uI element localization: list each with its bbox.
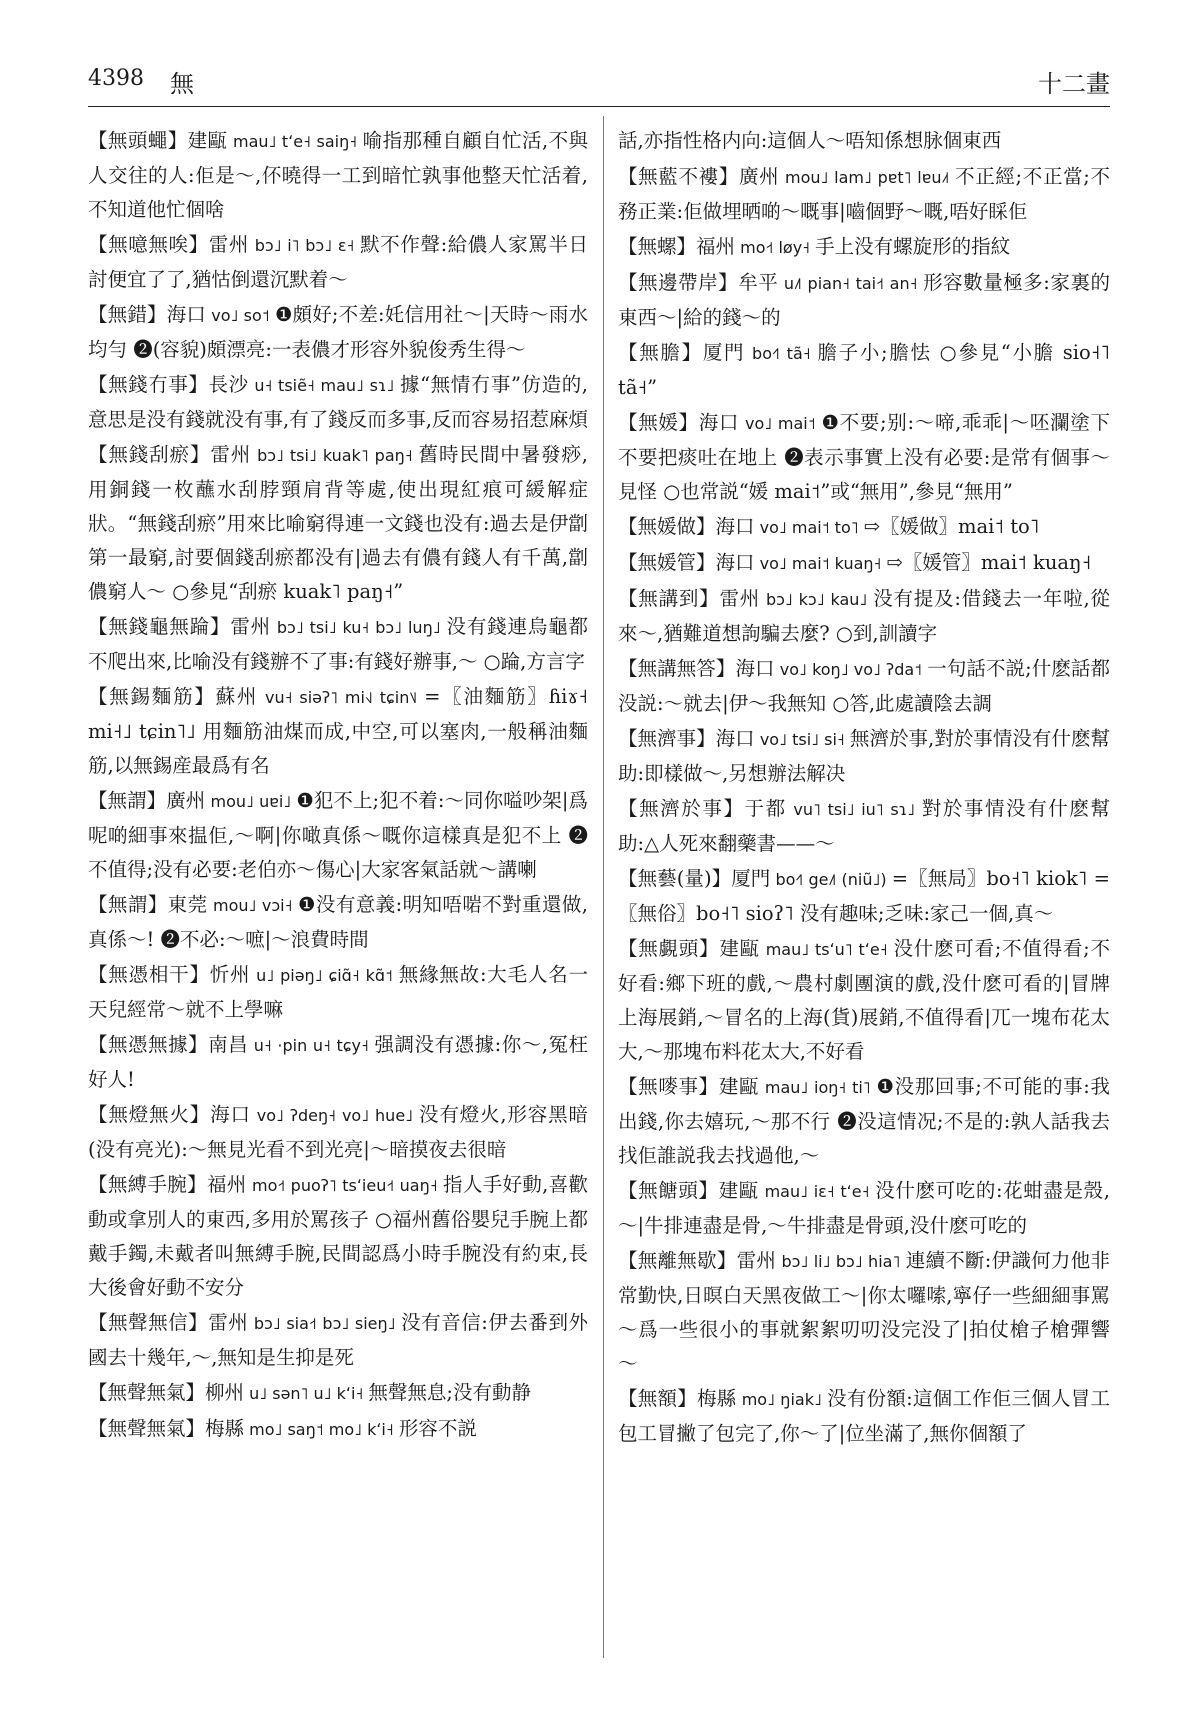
entry-headword: 【無噫無唉】	[88, 233, 209, 256]
dictionary-entry	[618, 406, 1110, 509]
entry-pronunciation: vo˩ tsi˩ si˧	[754, 730, 850, 749]
entry-definition: 指人手好動,喜歡動或拿別人的東西,多用於罵孩子 ○福州舊俗嬰兒手腕上都戴手鐲,未戴者叫無縛手腕,民間認爲小時手腕没有約束,長大後會好動不安分	[88, 1173, 588, 1299]
dictionary-entry	[618, 932, 1110, 1069]
header-rule	[88, 106, 1110, 107]
entry-pronunciation: mo˧˦ puoʔ˥ tsʻieu˧˦ uaŋ˧	[246, 1176, 444, 1195]
entry-location: 東莞	[167, 893, 208, 916]
entry-definition: 没什麽可吃的:花蚶盡是殼,～|牛排連盡是骨,～牛排盡是骨頭,没什麽可吃的	[618, 1179, 1110, 1237]
stroke-section-label: 十二畫	[1038, 70, 1110, 98]
entry-location: 柳州	[205, 1381, 245, 1404]
entry-pronunciation: mau˩ iɛ˧ tʻe˧	[758, 1182, 876, 1201]
entry-definition: ⇨〖媛做〗mai˦ to˥	[863, 515, 1040, 538]
entry-headword: 【無聲無氣】	[88, 1417, 206, 1440]
entry-pronunciation: vo˩ so˦	[206, 306, 275, 325]
entry-pronunciation: vo˩ ʔdeŋ˧ vo˩ hue˩	[250, 1106, 419, 1125]
entry-location: 建甌	[718, 1075, 760, 1098]
entry-pronunciation: u˩ sən˥ u˩ kʻi˧	[244, 1384, 369, 1403]
dictionary-entry	[88, 1376, 588, 1411]
entry-headword: 【無講無答】	[618, 657, 736, 680]
left-column	[88, 124, 588, 1448]
entry-location: 福州	[206, 1173, 247, 1196]
entry-pronunciation: vu˥ tsi˩ iu˥ sɿ˩	[786, 800, 922, 819]
dictionary-entry	[618, 160, 1110, 229]
entry-headword: 【無縛手腕】	[88, 1173, 207, 1196]
entry-headword: 【無錢刮瘀】	[88, 443, 211, 466]
entry-pronunciation: bɔ˩ li˩ bɔ˩ hia˥	[776, 1252, 906, 1271]
entry-location: 海口	[715, 551, 755, 574]
entry-pronunciation: bɔ˩ i˥ bɔ˩ ɛ˧	[248, 236, 361, 255]
entry-location: 牟平	[738, 271, 779, 294]
entry-headword: 【無聲無信】	[88, 1311, 209, 1334]
entry-headword: 【無餹頭】	[618, 1179, 719, 1202]
entry-definition: 没有份額:這個工作佢三個人冒工包工冒撇了包完了,你～了|位坐滿了,無你個額了	[618, 1387, 1110, 1445]
entry-pronunciation: vo˩ mai˦	[739, 414, 822, 433]
entry-pronunciation: mou˩ uɐi˩	[205, 792, 297, 811]
entry-definition: ❶不要;别:～啼,乖乖|～呸瀾塗下不要把痰吐在地上 ❷表示事實上没有必要:是常有個事～見怪 ○也常説“媛 mai˦”或“無用”,參見“無用”	[618, 411, 1110, 503]
entry-location: 厦門	[731, 867, 771, 890]
dictionary-entry	[618, 862, 1110, 931]
dictionary-entry	[618, 1244, 1110, 1381]
entry-headword: 【無錯】	[88, 303, 167, 326]
dictionary-entry	[618, 546, 1110, 581]
entry-definition: =〖無局〗bo˧˥ kiok˥ =〖無俗〗bo˧˥ sioʔ˥ 没有趣味;乏味:家己一個,真～	[618, 867, 1110, 925]
entry-headword: 【無錢龜無踚】	[88, 615, 231, 638]
entry-location: 雷州	[736, 1249, 777, 1272]
entry-definition: 無濟於事,對於事情没有什麽幫助:即樣做～,另想辦法解决	[618, 727, 1110, 785]
entry-headword: 【無覷頭】	[618, 937, 720, 960]
entry-definition: 没有音信:伊去番到外國去十幾年,～,無知是生抑是死	[88, 1311, 588, 1369]
dictionary-entry	[618, 722, 1110, 791]
entry-location: 建甌	[719, 937, 760, 960]
dictionary-entry	[88, 1412, 588, 1447]
entry-definition: ❶犯不上;犯不着:～同你嗌吵架|爲呢啲細事來揾佢,～啊|你噉真係～嘅你這樣真是犯不上 ❷不值得;没有必要:老伯亦～傷心|大家客氣話就～講喇	[88, 789, 588, 881]
entry-headword: 【無燈無火】	[88, 1103, 211, 1126]
entry-pronunciation: bɔ˩ tsi˩ ku˧ bɔ˩ luŋ˩	[270, 618, 447, 637]
entry-headword: 【無額】	[618, 1387, 697, 1410]
entry-pronunciation: bɔ˩ kɔ˩ kau˩	[760, 590, 874, 609]
entry-definition: 形容數量極多:家裏的東西～|給的錢～的	[618, 271, 1110, 329]
dictionary-entry	[618, 1174, 1110, 1243]
entry-location: 厦門	[702, 341, 746, 364]
entry-definition: 對於事情没有什麽幫助:△人死來翻藥書——～	[618, 797, 1110, 855]
entry-definition: ⇨〖媛管〗mai˦ kuaŋ˧	[886, 551, 1092, 574]
entry-definition: 形容不説	[398, 1417, 477, 1440]
entry-headword: 【無錫麵筋】	[88, 685, 216, 708]
entry-pronunciation: bɔ˩ tsi˩ kuak˥ paŋ˧	[251, 446, 419, 465]
entry-definition: 没有提及:借錢去一年啦,從來～,猶難道想訽騙去麼? ○到,訓讀字	[618, 587, 1110, 645]
entry-pronunciation: vo˩ koŋ˩ vo˩ ʔda˦	[774, 660, 928, 679]
entry-headword: 【無聲無氣】	[88, 1381, 206, 1404]
entry-pronunciation: u˧ ·pin u˧ tɕy˧	[248, 1036, 375, 1055]
entry-pronunciation: u˧ tsiẽ˧ mau˩ sɿ˩	[248, 376, 400, 395]
entry-pronunciation: mau˩ ioŋ˧ ti˥	[759, 1078, 877, 1097]
entry-definition: 一句話不説;什麽話都没説:～就去|伊～我無知 ○答,此處讀陰去調	[618, 657, 1110, 715]
entry-headword: 【無螺】	[618, 235, 697, 258]
entry-pronunciation: bo˧˥ tã˧	[745, 344, 818, 363]
entry-headword: 【無媛】	[618, 411, 699, 434]
entry-location: 忻州	[209, 963, 251, 986]
entry-definition: =〖油麵筋〗ɦiɤ˧ mi˧˩ tɕin˥˩ 用麵筋油煤而成,中空,可以塞肉,一般稱油麵筋,以無錫産最爲有名	[88, 685, 588, 777]
column-divider	[603, 116, 604, 1658]
entry-definition: 舊時民間中暑發痧,用銅錢一枚蘸水刮脖頸肩背等處,使出現紅痕可緩解症狀。“無錢刮瘀”用來比喻窮得連一文錢也没有:過去是伊劏第一最窮,討要個錢刮瘀都没有|過去有儂有錢人有千萬,劏儂窮人～ ○參見“刮瘀 kuak˥ paŋ˧”	[88, 443, 588, 603]
entry-headword: 【無憑相干】	[88, 963, 210, 986]
entry-headword: 【無錢冇事】	[88, 373, 209, 396]
entry-headword: 【無憑無據】	[88, 1033, 209, 1056]
entry-definition: 强調没有憑據:你～,冤枉好人!	[88, 1033, 588, 1091]
entry-location: 梅縣	[696, 1387, 737, 1410]
dictionary-entry	[618, 652, 1110, 721]
entry-definition: 没什麽可看;不值得看;不好看:鄉下班的戲,～農村劇團演的戲,没什麽可看的|冒牌上海展銷,～冒名的上海(貨)展銷,不值得看|兀一塊布花太大,～那塊布料花太大,不好看	[618, 937, 1110, 1063]
entry-headword: 【無謂】	[88, 893, 168, 916]
entry-headword: 【無頭蠅】	[88, 129, 188, 152]
dictionary-entry	[618, 792, 1110, 861]
entry-pronunciation: bo˧˥ ge˩˥ (niũ˩)	[770, 870, 892, 889]
entry-pronunciation: u˩˥ pian˧ tai˧˦ an˧	[778, 274, 924, 293]
entry-location: 福州	[696, 235, 736, 258]
entry-headword: 【無媛管】	[618, 551, 716, 574]
dictionary-entry	[88, 228, 588, 297]
entry-pronunciation: u˩ piəŋ˩ ɕiɑ̃˧ kɑ̃˦	[250, 966, 399, 985]
entry-pronunciation: mo˩ ŋiak˩	[736, 1390, 828, 1409]
entry-definition: 没有燈火,形容黑暗(没有亮光):～無見光看不到光亮|～暗摸夜去很暗	[88, 1103, 588, 1161]
entry-definition: 没有錢連烏龜都不爬出來,比喻没有錢辦不了事:有錢好辦事,～ ○踚,方言字	[88, 615, 588, 673]
entry-definition: 話,亦指性格内向:這個人～唔知係想脉個東西	[618, 129, 1002, 152]
entry-location: 南昌	[208, 1033, 249, 1056]
entry-headword: 【無謂】	[88, 789, 167, 812]
entry-headword: 【無媛做】	[618, 515, 716, 538]
entry-location: 雷州	[210, 443, 252, 466]
entry-headword: 【無膽】	[618, 341, 703, 364]
entry-location: 于都	[744, 797, 787, 820]
entry-headword: 【無講到】	[618, 587, 720, 610]
dictionary-entry	[618, 336, 1110, 405]
entry-location: 長沙	[208, 373, 249, 396]
entry-headword: 【無濟於事】	[618, 797, 745, 820]
entry-location: 廣州	[166, 789, 206, 812]
dictionary-entry	[88, 1028, 588, 1097]
entry-location: 蘇州	[215, 685, 259, 708]
entry-definition: 無聲無息;没有動静	[368, 1381, 531, 1404]
dictionary-entry	[88, 1168, 588, 1305]
entry-definition: ❶頗好;不差:奼信用社～|天時～雨水均勻 ❷(容貌)頗漂亮:一表儂才形容外貌俊秀生得～	[88, 303, 588, 361]
dictionary-entry	[88, 888, 588, 957]
entry-definition: 據“無情冇事”仿造的,意思是没有錢就没有事,有了錢反而多事,反而容易招惹麻煩	[88, 373, 588, 431]
entry-definition: 連續不斷:伊識何力他非常勤快,日暝白天黑夜做工～|你太囉嗦,寧仔一些細細事罵～爲一些很小的事就絮絮叨叨没完没了|拍仗槍子槍彈響～	[618, 1249, 1110, 1375]
entry-pronunciation: mou˩ lam˩ pɐt˥ lɐu˩˦	[779, 168, 956, 187]
dictionary-entry	[88, 124, 588, 227]
entry-location: 廣州	[738, 165, 780, 188]
entry-definition: 默不作聲:給儂人家罵半日討便宜了了,猶怙倒還沉默着～	[88, 233, 588, 291]
entry-location: 建甌	[718, 1179, 759, 1202]
dictionary-entry	[88, 1306, 588, 1375]
right-column	[618, 124, 1110, 1452]
entry-location: 雷州	[719, 587, 761, 610]
entry-pronunciation: bɔ˩ sia˧˦ bɔ˩ sieŋ˩	[248, 1314, 402, 1333]
entry-definition: 不正經;不正當;不務正業:佢做埋晒啲～嘅事|嚙個野～嘅,唔好睬佢	[618, 165, 1110, 223]
entry-headword: 【無嘜事】	[618, 1075, 719, 1098]
page-header	[88, 66, 1110, 106]
entry-location: 海口	[210, 1103, 251, 1126]
dictionary-entry	[88, 958, 588, 1027]
dictionary-entry	[618, 124, 1110, 159]
entry-pronunciation: vo˩ mai˦ kuaŋ˧	[754, 554, 887, 573]
entry-location: 梅縣	[205, 1417, 245, 1440]
entry-location: 雷州	[208, 1311, 249, 1334]
entry-location: 建甌	[187, 129, 228, 152]
dictionary-entry	[618, 510, 1110, 545]
entry-location: 海口	[166, 303, 207, 326]
dictionary-entry	[88, 610, 588, 679]
entry-pronunciation: vu˧ siəʔ˥ mi˧˩ tɕin˥˩	[258, 688, 425, 707]
entry-pronunciation: mo˧˦ løy˧	[735, 238, 816, 257]
entry-pronunciation: mau˩ tsʻu˥ tʻe˧	[759, 940, 894, 959]
dictionary-entry	[618, 266, 1110, 335]
page-number: 4398	[88, 66, 144, 91]
running-head-character: 無	[170, 70, 194, 98]
dictionary-entry	[88, 784, 588, 887]
entry-definition: 手上没有螺旋形的指紋	[815, 235, 1011, 258]
entry-pronunciation: mo˩ saŋ˦ mo˩ kʻi˧	[244, 1420, 399, 1439]
dictionary-entry	[618, 582, 1110, 651]
entry-pronunciation: vo˩ mai˦ to˥	[754, 518, 864, 537]
entry-headword: 【無離無歇】	[618, 1249, 737, 1272]
entry-definition: ❶没有意義:明知唔啱不對重還做,真係～! ❷不必:～嗻|～浪費時間	[88, 893, 589, 951]
entry-pronunciation: mau˩ tʻe˧ saiŋ˧	[227, 132, 363, 151]
entry-location: 海口	[735, 657, 775, 680]
entry-headword: 【無藝(量)】	[618, 867, 732, 890]
entry-location: 海口	[715, 515, 755, 538]
entry-definition: 喻指那種自顧自忙活,不與人交往的人:佢是～,伓曉得一工到暗忙孰事他整天忙活着,不知道他忙個啥	[88, 129, 588, 221]
entry-location: 海口	[715, 727, 755, 750]
entry-location: 雷州	[230, 615, 271, 638]
entry-definition: ❶没那回事;不可能的事:我出錢,你去嬉玩,～那不行 ❷没這情况;不是的:孰人話我去找佢誰説我去找過他,～	[618, 1075, 1110, 1167]
entry-definition: 膽子小;膽怯 ○參見“小膽 sio˧˥ tã˧”	[618, 341, 1110, 399]
entry-headword: 【無藍不褸】	[618, 165, 739, 188]
dictionary-entry	[88, 680, 588, 783]
entry-location: 海口	[698, 411, 740, 434]
dictionary-entry	[618, 1070, 1110, 1173]
entry-headword: 【無濟事】	[618, 727, 716, 750]
dictionary-entry	[618, 1382, 1110, 1451]
dictionary-entry	[88, 1098, 588, 1167]
dictionary-entry	[88, 368, 588, 437]
entry-definition: 無緣無故:大毛人名一天兒經常～就不上學嘛	[88, 963, 588, 1021]
entry-headword: 【無邊帶岸】	[618, 271, 739, 294]
entry-pronunciation: mou˩ vɔi˧	[207, 896, 299, 915]
entry-location: 雷州	[208, 233, 249, 256]
dictionary-entry	[88, 298, 588, 367]
dictionary-entry	[88, 438, 588, 609]
dictionary-entry	[618, 230, 1110, 265]
